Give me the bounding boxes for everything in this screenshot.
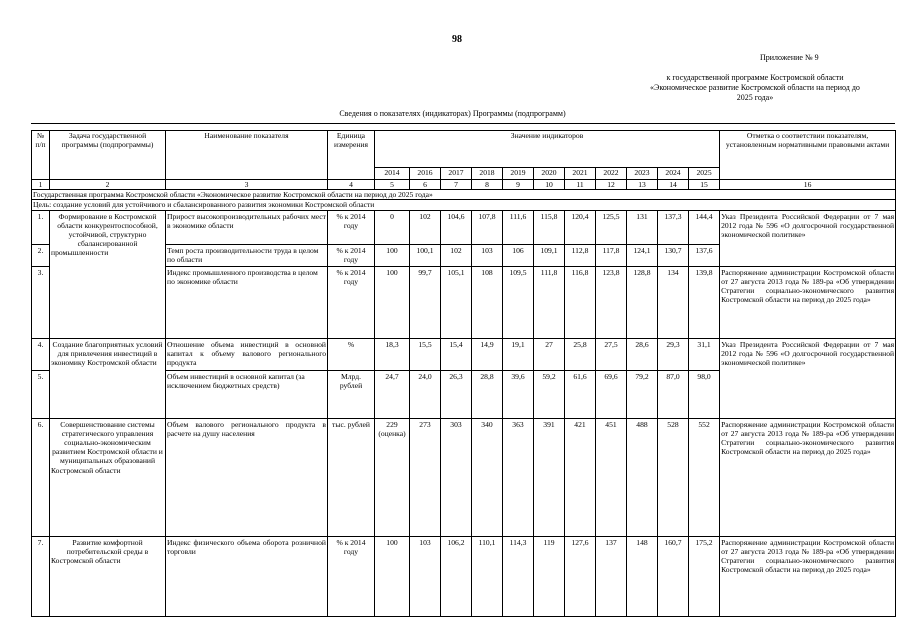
- value-cell: 109,5: [503, 266, 534, 338]
- value-cell: 28,8: [472, 370, 503, 418]
- value-cell: 103: [472, 244, 503, 266]
- value-cell: 134: [658, 266, 689, 338]
- col-number: 3: [166, 180, 328, 190]
- goal-row: Цель: создание условий для устойчивого и сбалансированного развития экономики Костромской области: [32, 200, 896, 210]
- value-cell: 139,8: [689, 266, 720, 338]
- row-num: 6.: [32, 418, 50, 536]
- value-cell: 363: [503, 418, 534, 536]
- col-number: 15: [689, 180, 720, 190]
- value-cell: 114,3: [503, 536, 534, 616]
- row-num: 4.: [32, 338, 50, 370]
- year-header: 2025: [689, 168, 720, 180]
- value-cell: 15,5: [410, 338, 441, 370]
- value-cell: 19,1: [503, 338, 534, 370]
- value-cell: 421: [565, 418, 596, 536]
- unit: %: [328, 338, 375, 370]
- unit: тыс. рублей: [328, 418, 375, 536]
- year-header: 2024: [658, 168, 689, 180]
- indicator-name: Отношение объема инвестиций в основной капитал к объему валового регионального продукта: [166, 338, 328, 370]
- value-cell: 391: [534, 418, 565, 536]
- note-line: 2025 года»: [736, 93, 774, 102]
- value-cell: 69,6: [596, 370, 627, 418]
- indicator-name: Индекс физического объема оборота розничной торговли: [166, 536, 328, 616]
- value-cell: 115,8: [534, 210, 565, 244]
- row-num: 2.: [32, 244, 50, 266]
- col-number: 11: [565, 180, 596, 190]
- indicator-name: Прирост высокопроизводительных рабочих мест в экономике области: [166, 210, 328, 244]
- value-cell: 451: [596, 418, 627, 536]
- year-header: 2018: [472, 168, 503, 180]
- value-cell: 148: [627, 536, 658, 616]
- value-cell: 31,1: [689, 338, 720, 370]
- value-cell: 28,6: [627, 338, 658, 370]
- header-indicator: Наименование показателя: [166, 131, 328, 180]
- header-num: № п/п: [32, 131, 50, 180]
- value-cell: 112,8: [565, 244, 596, 266]
- value-cell: 18,3: [375, 338, 410, 370]
- value-cell: 24,0: [410, 370, 441, 418]
- value-cell: 100: [375, 244, 410, 266]
- value-cell: 106,2: [441, 536, 472, 616]
- col-number: 4: [328, 180, 375, 190]
- value-cell: 106: [503, 244, 534, 266]
- value-cell: 14,9: [472, 338, 503, 370]
- value-cell: 123,8: [596, 266, 627, 338]
- header-values: Значение индикаторов: [375, 131, 720, 168]
- row-num: 5.: [32, 370, 50, 418]
- col-number: 14: [658, 180, 689, 190]
- value-cell: 100: [375, 536, 410, 616]
- value-cell: 102: [410, 210, 441, 244]
- value-cell: 26,3: [441, 370, 472, 418]
- col-number: 5: [375, 180, 410, 190]
- value-cell: 100: [375, 266, 410, 338]
- year-header: 2023: [627, 168, 658, 180]
- value-cell: 25,8: [565, 338, 596, 370]
- header-mark: Отметка о соответствии показателям, установленным нормативными правовыми актами: [720, 131, 896, 180]
- value-cell: 15,4: [441, 338, 472, 370]
- value-cell: 100,1: [410, 244, 441, 266]
- value-cell: 124,1: [627, 244, 658, 266]
- indicator-name: Объем инвестиций в основной капитал (за исключением бюджетных средств): [166, 370, 328, 418]
- value-cell: 120,4: [565, 210, 596, 244]
- value-cell: 79,2: [627, 370, 658, 418]
- col-number: 9: [503, 180, 534, 190]
- mark-strategy: Распоряжение администрации Костромской области от 27 августа 2013 года № 189-ра «Об утверждении Стратегии социально-экономического развития Костромской области на период до 2025 года»: [720, 418, 896, 536]
- value-cell: 137: [596, 536, 627, 616]
- value-cell: 229 (оценка): [375, 418, 410, 536]
- header-task: Задача государственной программы (подпрограммы): [50, 131, 166, 180]
- value-cell: 273: [410, 418, 441, 536]
- mark-strategy: Распоряжение администрации Костромской области от 27 августа 2013 года № 189-ра «Об утверждении Стратегии социально-экономического развития Костромской области на период до 2025 года»: [720, 266, 896, 338]
- value-cell: 144,4: [689, 210, 720, 244]
- year-header: 2021: [565, 168, 596, 180]
- row-num: 1.: [32, 210, 50, 244]
- value-cell: 116,8: [565, 266, 596, 338]
- col-number: 2: [50, 180, 166, 190]
- task-1: Формирование в Костромской области конкурентоспособной, устойчивой, структурно сбалансированной промышленности: [50, 210, 166, 338]
- value-cell: 59,2: [534, 370, 565, 418]
- value-cell: 175,2: [689, 536, 720, 616]
- program-row: Государственная программа Костромской области «Экономическое развитие Костромской области на период до 2025 года»: [32, 190, 896, 200]
- value-cell: 107,8: [472, 210, 503, 244]
- col-number: 12: [596, 180, 627, 190]
- year-header: 2020: [534, 168, 565, 180]
- value-cell: 98,0: [689, 370, 720, 418]
- mark-strategy: Распоряжение администрации Костромской области от 27 августа 2013 года № 189-ра «Об утверждении Стратегии социально-экономического развития Костромской области на период до 2025 года»: [720, 536, 896, 616]
- task-4: Развитие комфортной потребительской среды в Костромской области: [50, 536, 166, 616]
- value-cell: 102: [441, 244, 472, 266]
- value-cell: 87,0: [658, 370, 689, 418]
- value-cell: 117,8: [596, 244, 627, 266]
- value-cell: 108: [472, 266, 503, 338]
- value-cell: 130,7: [658, 244, 689, 266]
- value-cell: 104,6: [441, 210, 472, 244]
- col-number: 7: [441, 180, 472, 190]
- year-header: 2022: [596, 168, 627, 180]
- value-cell: 105,1: [441, 266, 472, 338]
- value-cell: 109,1: [534, 244, 565, 266]
- mark-ukaz: Указ Президента Российской Федерации от 7 мая 2012 года № 596 «О долгосрочной государственной экономической политике»: [720, 210, 896, 266]
- value-cell: 528: [658, 418, 689, 536]
- value-cell: 103: [410, 536, 441, 616]
- value-cell: 340: [472, 418, 503, 536]
- year-header: 2019: [503, 168, 534, 180]
- value-cell: 125,5: [596, 210, 627, 244]
- value-cell: 27: [534, 338, 565, 370]
- col-number: 10: [534, 180, 565, 190]
- value-cell: 0: [375, 210, 410, 244]
- value-cell: 61,6: [565, 370, 596, 418]
- value-cell: 111,8: [534, 266, 565, 338]
- unit: % к 2014 году: [328, 244, 375, 266]
- col-number: 6: [410, 180, 441, 190]
- value-cell: 160,7: [658, 536, 689, 616]
- unit: % к 2014 году: [328, 266, 375, 338]
- indicator-name: Индекс промышленного производства в целом по экономике области: [166, 266, 328, 338]
- value-cell: 552: [689, 418, 720, 536]
- mark-ukaz: Указ Президента Российской Федерации от 7 мая 2012 года № 596 «О долгосрочной государственной экономической политике»: [720, 338, 896, 418]
- note-line: «Экономическое развитие Костромской области на период до: [650, 83, 860, 92]
- value-cell: 27,5: [596, 338, 627, 370]
- value-cell: 137,6: [689, 244, 720, 266]
- value-cell: 303: [441, 418, 472, 536]
- indicator-name: Объем валового регионального продукта в расчете на душу населения: [166, 418, 328, 536]
- value-cell: 119: [534, 536, 565, 616]
- task-3: Совершенствование системы стратегического управления социально-экономическим развитием Костромской области и муниципальных образований Костромской области: [50, 418, 166, 536]
- year-header: 2016: [410, 168, 441, 180]
- indicators-table: [31, 130, 896, 617]
- appendix-label: Приложение № 9: [760, 53, 819, 62]
- value-cell: 488: [627, 418, 658, 536]
- value-cell: 131: [627, 210, 658, 244]
- year-header: 2017: [441, 168, 472, 180]
- value-cell: 110,1: [472, 536, 503, 616]
- row-num: 3.: [32, 266, 50, 338]
- value-cell: 128,8: [627, 266, 658, 338]
- header-unit: Единица измерения: [328, 131, 375, 180]
- value-cell: 111,6: [503, 210, 534, 244]
- appendix-note: [620, 73, 890, 103]
- unit: % к 2014 году: [328, 536, 375, 616]
- col-number: 13: [627, 180, 658, 190]
- page-number: 98: [452, 34, 462, 45]
- col-number: 1: [32, 180, 50, 190]
- col-number: 16: [720, 180, 896, 190]
- row-num: 7.: [32, 536, 50, 616]
- col-number: 8: [472, 180, 503, 190]
- value-cell: 29,3: [658, 338, 689, 370]
- page-title: Сведения о показателях (индикаторах) Программы (подпрограмм): [339, 109, 566, 118]
- year-header: 2014: [375, 168, 410, 180]
- indicator-name: Темп роста производительности труда в целом по области: [166, 244, 328, 266]
- note-line: к государственной программе Костромской области: [666, 73, 844, 82]
- value-cell: 127,6: [565, 536, 596, 616]
- value-cell: 24,7: [375, 370, 410, 418]
- value-cell: 99,7: [410, 266, 441, 338]
- task-2: Создание благоприятных условий для привлечения инвестиций в экономику Костромской области: [50, 338, 166, 418]
- top-rule: [31, 123, 895, 124]
- value-cell: 137,3: [658, 210, 689, 244]
- unit: Млрд. рублей: [328, 370, 375, 418]
- value-cell: 39,6: [503, 370, 534, 418]
- unit: % к 2014 году: [328, 210, 375, 244]
